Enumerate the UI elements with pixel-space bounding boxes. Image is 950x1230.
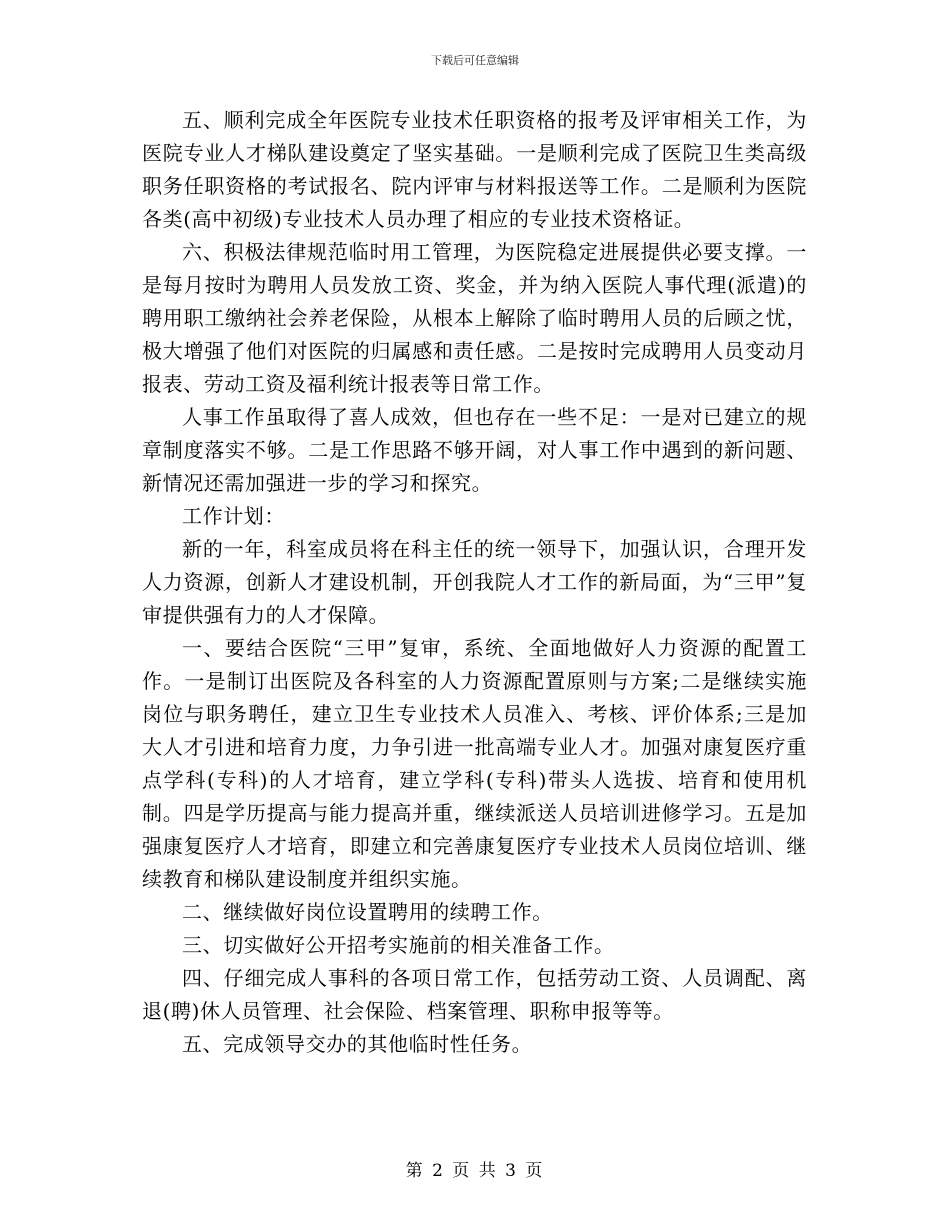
paragraph-shortcomings: 人事工作虽取得了喜人成效，但也存在一些不足：一是对已建立的规章制度落实不够。二是工作思路不够开阔，对人事工作中遇到的新问题、新情况还需加强进一步的学习和探究。 (142, 405, 807, 495)
paragraph-plan-2: 二、继续做好岗位设置聘用的续聘工作。 (182, 900, 553, 924)
paragraph-plan-3: 三、切实做好公开招考实施前的相关准备工作。 (182, 933, 615, 957)
paragraph-plan-5: 五、完成领导交办的其他临时性任务。 (182, 1032, 533, 1056)
paragraph-achievement-5: 五、顺利完成全年医院专业技术任职资格的报考及评审相关工作，为医院专业人才梯队建设奠定了坚实基础。一是顺利完成了医院卫生类高级职务任职资格的考试报名、院内评审与材料报送等工作。二是顺利为医院各类(高中初级)专业技术人员办理了相应的专业技术资格证。 (142, 108, 807, 231)
paragraph-plan-intro: 新的一年，科室成员将在科主任的统一领导下，加强认识，合理开发人力资源，创新人才建设机制，开创我院人才工作的新局面，为“三甲”复审提供强有力的人才保障。 (142, 537, 807, 627)
paragraph-plan-heading: 工作计划： (182, 504, 285, 528)
page-number: 第 2 页 共 3 页 (405, 1161, 545, 1181)
document-body (142, 104, 807, 1061)
paragraph-plan-1: 一、要结合医院“三甲”复审，系统、全面地做好人力资源的配置工作。一是制订出医院及各科室的人力资源配置原则与方案;二是继续实施岗位与职务聘任，建立卫生专业技术人员准入、考核、评价体系;三是加大人才引进和培育力度，力争引进一批高端专业人才。加强对康复医疗重点学科(专科)的人才培育，建立学科(专科)带头人选拔、培育和使用机制。四是学历提高与能力提高并重，继续派送人员培训进修学习。五是加强康复医疗人才培育，即建立和完善康复医疗专业技术人员岗位培训、继续教育和梯队建设制度并组织实施。 (142, 636, 807, 891)
paragraph-achievement-6: 六、积极法律规范临时用工管理，为医院稳定进展提供必要支撑。一是每月按时为聘用人员发放工资、奖金，并为纳入医院人事代理(派遣)的聘用职工缴纳社会养老保险，从根本上解除了临时聘用人员的后顾之忧，极大增强了他们对医院的归属感和责任感。二是按时完成聘用人员变动月报表、劳动工资及福利统计报表等日常工作。 (142, 240, 807, 396)
paragraph-plan-4: 四、仔细完成人事科的各项日常工作，包括劳动工资、人员调配、离退(聘)休人员管理、社会保险、档案管理、职称申报等等。 (142, 966, 807, 1023)
header-note: 下载后可任意编辑 (431, 54, 519, 67)
